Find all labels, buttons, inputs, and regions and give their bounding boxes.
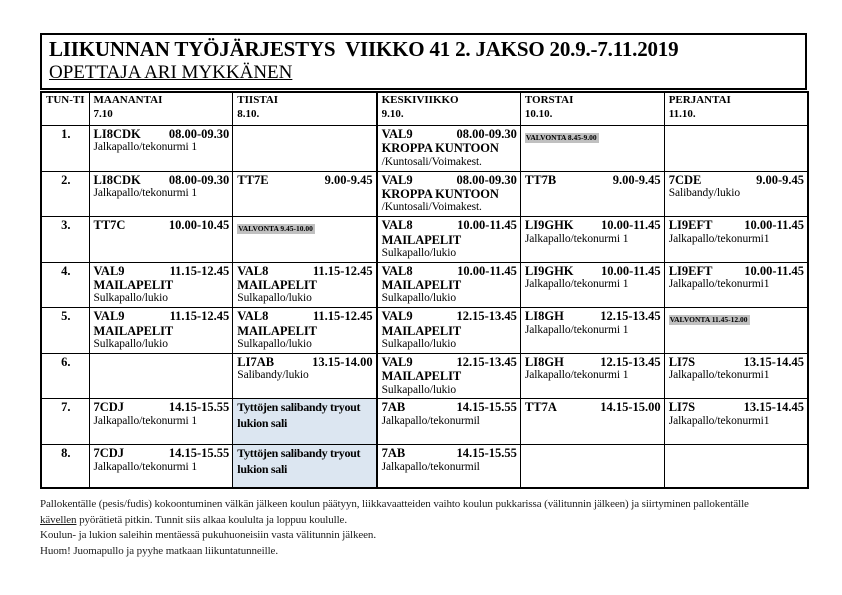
lesson-cell-keskiviikko [377, 308, 521, 354]
lesson-time: 13.15-14.45 [743, 354, 804, 369]
footer-note-1: Pallokentälle (pesis/fudis) kokoontuminen välkän jälkeen koulun päätyyn, liikkavaatteiden vaihto koulun pukkarissa (välitunnin jälkeen) ja siirtyminen pallokentälle [40, 497, 749, 510]
lesson-detail: Sulkapallo/lukio [381, 292, 457, 305]
lesson-cell-keskiviikko [377, 171, 521, 217]
lesson-cell-tiistai [233, 171, 377, 217]
lesson-code: LI7S [668, 400, 696, 415]
lesson-code: VAL8 [381, 218, 413, 233]
lesson-time: 10.00-11.45 [600, 263, 661, 278]
tryout-line: lukion sali [237, 461, 288, 476]
lesson-cell-tiistai [233, 308, 377, 354]
lesson-cell-perjantai [664, 262, 808, 308]
footer-notes [40, 497, 816, 560]
lesson-time: 14.15-15.55 [456, 400, 517, 415]
column-header-torstai [520, 92, 664, 126]
empty-cell-torstai [520, 445, 664, 488]
empty-cell-perjantai [664, 126, 808, 172]
lesson-code: LI9EFT [668, 263, 713, 278]
timetable [40, 91, 809, 489]
column-label: PERJANTAI [668, 94, 731, 107]
lesson-detail: Jalkapallo/tekonurmi 1 [93, 186, 198, 199]
lesson-detail: Jalkapallo/tekonurmil [381, 460, 480, 473]
lesson-code: LI8CDK [93, 172, 141, 187]
tryout-cell-tiistai [233, 399, 377, 445]
lesson-time: 14.15-15.55 [456, 446, 517, 461]
column-date: 8.10. [237, 107, 260, 120]
period-number: 8. [41, 445, 89, 488]
lesson-activity: KROPPA KUNTOON [381, 141, 499, 156]
lesson-time: 10.00-11.45 [600, 218, 661, 233]
lesson-cell-keskiviikko [377, 217, 521, 263]
lesson-cell-maanantai [89, 217, 233, 263]
column-label: KESKIVIIKKO [381, 94, 459, 107]
lesson-time: 14.15-15.00 [600, 400, 661, 415]
lesson-cell-torstai [520, 217, 664, 263]
lesson-time: 12.15-13.45 [456, 309, 517, 324]
lesson-detail: Jalkapallo/tekonurmi 1 [524, 278, 629, 291]
period-number: 7. [41, 399, 89, 445]
header-row [41, 92, 808, 126]
lesson-detail: Jalkapallo/tekonurmi 1 [93, 141, 198, 154]
tryout-line: Tyttöjen salibandy tryout [237, 400, 361, 415]
lesson-code: VAL9 [381, 354, 413, 369]
lesson-activity: KROPPA KUNTOON [381, 186, 499, 201]
lesson-activity: MAILAPELIT [237, 323, 317, 338]
lesson-time: 9.00-9.45 [324, 172, 373, 187]
lesson-time: 9.00-9.45 [756, 172, 804, 187]
lesson-time: 10.00-10.45 [168, 218, 230, 233]
lesson-time: 13.15-14.00 [312, 354, 373, 369]
lesson-detail: Sulkapallo/lukio [93, 292, 168, 305]
lesson-code: TT7B [524, 172, 557, 187]
lesson-cell-keskiviikko [377, 262, 521, 308]
lesson-detail: Jalkapallo/tekonurmil [381, 414, 480, 427]
lesson-time: 08.00-09.30 [168, 127, 230, 142]
lesson-time: 10.00-11.45 [457, 263, 517, 278]
lesson-cell-perjantai [664, 217, 808, 263]
lesson-cell-maanantai [89, 399, 233, 445]
lesson-detail: Salibandy/lukio [237, 369, 309, 382]
lesson-activity: MAILAPELIT [381, 232, 462, 247]
lesson-time: 11.15-12.45 [312, 263, 373, 278]
lesson-cell-keskiviikko [377, 399, 521, 445]
supervision-badge: VALVONTA 11.45-12.00 [669, 315, 748, 325]
lesson-detail: /Kuntosali/Voimakest. [381, 201, 482, 214]
lesson-detail: Jalkapallo/tekonurmi1 [668, 278, 770, 291]
lesson-cell-tiistai [233, 353, 377, 399]
lesson-detail: Sulkapallo/lukio [237, 292, 312, 305]
timetable-row-7 [41, 399, 808, 445]
tryout-line: lukion sali [237, 415, 288, 430]
timetable-row-5 [41, 308, 808, 354]
lesson-cell-torstai [520, 308, 664, 354]
lesson-cell-torstai [520, 353, 664, 399]
lesson-code: VAL8 [381, 263, 413, 278]
lesson-time: 08.00-09.30 [168, 172, 230, 187]
lesson-code: TT7E [237, 172, 269, 187]
teacher-name: OPETTAJA ARI MYKKÄNEN [49, 62, 293, 84]
column-header-maanantai [89, 92, 233, 126]
period-number: 6. [41, 353, 89, 399]
column-header-tiistai [233, 92, 377, 126]
lesson-cell-tiistai [233, 262, 377, 308]
lesson-time: 08.00-09.30 [456, 172, 517, 187]
lesson-cell-maanantai [89, 308, 233, 354]
column-date: 9.10. [381, 107, 404, 120]
page-title: LIIKUNNAN TYÖJÄRJESTYS VIIKKO 41 2. JAKSO 20.9.-7.11.2019 [49, 37, 679, 61]
lesson-code: VAL8 [237, 263, 269, 278]
empty-cell-maanantai [89, 353, 233, 399]
lesson-detail: /Kuntosali/Voimakest. [381, 155, 482, 168]
title-box [40, 33, 807, 90]
tryout-cell-tiistai [233, 445, 377, 488]
timetable-row-4 [41, 262, 808, 308]
lesson-code: LI9EFT [668, 218, 713, 233]
lesson-detail: Jalkapallo/tekonurmi 1 [93, 460, 198, 473]
lesson-activity: MAILAPELIT [93, 278, 174, 293]
period-number: 1. [41, 126, 89, 172]
lesson-time: 10.00-11.45 [744, 263, 804, 278]
timetable-header [41, 92, 808, 126]
lesson-activity: MAILAPELIT [381, 369, 462, 384]
column-header-keskiviikko [377, 92, 521, 126]
footer-note-2-rest: pyörätietä pitkin. Tunnit siis alkaa koululta ja loppuu koululle. [76, 513, 347, 526]
lesson-detail: Sulkapallo/lukio [381, 337, 457, 350]
lesson-time: 11.15-12.45 [169, 263, 230, 278]
lesson-time: 08.00-09.30 [456, 127, 517, 142]
lesson-detail: Jalkapallo/tekonurmi 1 [524, 369, 629, 382]
lesson-cell-maanantai [89, 445, 233, 488]
lesson-code: LI9GHK [524, 263, 574, 278]
lesson-detail: Sulkapallo/lukio [93, 337, 168, 350]
lesson-detail: Jalkapallo/tekonurmi 1 [524, 232, 629, 245]
lesson-code: TT7A [524, 400, 557, 415]
lesson-activity: MAILAPELIT [237, 278, 317, 293]
lesson-time: 12.15-13.45 [600, 309, 661, 324]
column-date: 10.10. [524, 107, 553, 120]
lesson-cell-keskiviikko [377, 353, 521, 399]
empty-cell-tiistai [233, 126, 377, 172]
lesson-cell-torstai [520, 262, 664, 308]
lesson-code: LI8CDK [93, 127, 141, 142]
lesson-code: LI8GH [524, 354, 564, 369]
footer-note-3: Koulun- ja lukion saleihin mentäessä pukuhuoneisiin vasta välitunnin jälkeen. [40, 529, 376, 542]
lesson-code: LI7S [668, 354, 696, 369]
lesson-detail: Jalkapallo/tekonurmi1 [668, 414, 770, 427]
footer-note-4: Huom! Juomapullo ja pyyhe matkaan liikuntatunneille. [40, 544, 278, 557]
lesson-time: 9.00-9.45 [612, 172, 661, 187]
period-number: 4. [41, 262, 89, 308]
supervision-badge: VALVONTA 9.45-10.00 [238, 224, 313, 234]
column-label: TIISTAI [237, 94, 279, 107]
column-header-tunti [41, 92, 89, 126]
lesson-code: VAL9 [381, 127, 413, 142]
footer-note-2 [40, 513, 816, 529]
lesson-cell-maanantai [89, 126, 233, 172]
lesson-cell-torstai [520, 171, 664, 217]
lesson-time: 11.15-12.45 [169, 309, 230, 324]
timetable-row-6 [41, 353, 808, 399]
lesson-code: 7AB [381, 446, 406, 461]
lesson-detail: Sulkapallo/lukio [237, 337, 312, 350]
lesson-time: 12.15-13.45 [600, 354, 661, 369]
lesson-detail: Jalkapallo/tekonurmi 1 [524, 323, 629, 336]
period-number: 5. [41, 308, 89, 354]
timetable-row-3 [41, 217, 808, 263]
supervision-cell-tiistai [233, 217, 377, 263]
lesson-time: 14.15-15.55 [168, 446, 230, 461]
lesson-code: VAL9 [381, 172, 413, 187]
lesson-code: VAL9 [93, 263, 125, 278]
lesson-cell-maanantai [89, 262, 233, 308]
lesson-detail: Jalkapallo/tekonurmi 1 [93, 414, 198, 427]
document-content [40, 33, 807, 560]
lesson-cell-maanantai [89, 171, 233, 217]
lesson-activity: MAILAPELIT [93, 323, 174, 338]
lesson-code: LI7AB [237, 354, 275, 369]
lesson-activity: MAILAPELIT [381, 323, 462, 338]
column-label: MAANANTAI [93, 94, 163, 107]
lesson-code: 7AB [381, 400, 406, 415]
period-number: 2. [41, 171, 89, 217]
column-date: 11.10. [668, 107, 696, 120]
supervision-cell-torstai [520, 126, 664, 172]
lesson-cell-perjantai [664, 399, 808, 445]
timetable-row-2 [41, 171, 808, 217]
lesson-detail: Jalkapallo/tekonurmi1 [668, 369, 770, 382]
lesson-activity: MAILAPELIT [381, 278, 462, 293]
lesson-code: VAL8 [237, 309, 269, 324]
lesson-detail: Jalkapallo/tekonurmi1 [668, 232, 770, 245]
lesson-time: 14.15-15.55 [168, 400, 230, 415]
column-label: TORSTAI [524, 94, 574, 107]
footer-underlined-word: kävellen [40, 513, 77, 526]
lesson-code: TT7C [93, 218, 126, 233]
empty-cell-perjantai [664, 445, 808, 488]
lesson-cell-perjantai [664, 171, 808, 217]
lesson-code: 7CDJ [93, 446, 125, 461]
lesson-cell-perjantai [664, 353, 808, 399]
period-number: 3. [41, 217, 89, 263]
lesson-code: VAL9 [93, 309, 125, 324]
lesson-time: 10.00-11.45 [744, 218, 804, 233]
column-label: TUN-TI [46, 94, 85, 107]
column-date: 7.10 [93, 107, 113, 120]
lesson-code: VAL9 [381, 309, 413, 324]
timetable-row-8 [41, 445, 808, 488]
lesson-time: 10.00-11.45 [457, 218, 517, 233]
timetable-row-1 [41, 126, 808, 172]
lesson-detail: Salibandy/lukio [668, 186, 741, 199]
supervision-badge: VALVONTA 8.45-9.00 [525, 133, 597, 143]
lesson-code: LI9GHK [524, 218, 574, 233]
lesson-time: 12.15-13.45 [456, 354, 517, 369]
lesson-cell-keskiviikko [377, 445, 521, 488]
tryout-line: Tyttöjen salibandy tryout [237, 446, 361, 461]
column-header-perjantai [664, 92, 808, 126]
lesson-time: 13.15-14.45 [743, 400, 804, 415]
lesson-time: 11.15-12.45 [312, 309, 373, 324]
lesson-detail: Sulkapallo/lukio [381, 383, 457, 396]
lesson-code: 7CDE [668, 172, 702, 187]
lesson-cell-torstai [520, 399, 664, 445]
supervision-cell-perjantai [664, 308, 808, 354]
lesson-detail: Sulkapallo/lukio [381, 246, 457, 259]
timetable-body [41, 126, 808, 488]
lesson-code: 7CDJ [93, 400, 125, 415]
lesson-code: LI8GH [524, 309, 564, 324]
lesson-cell-keskiviikko [377, 126, 521, 172]
